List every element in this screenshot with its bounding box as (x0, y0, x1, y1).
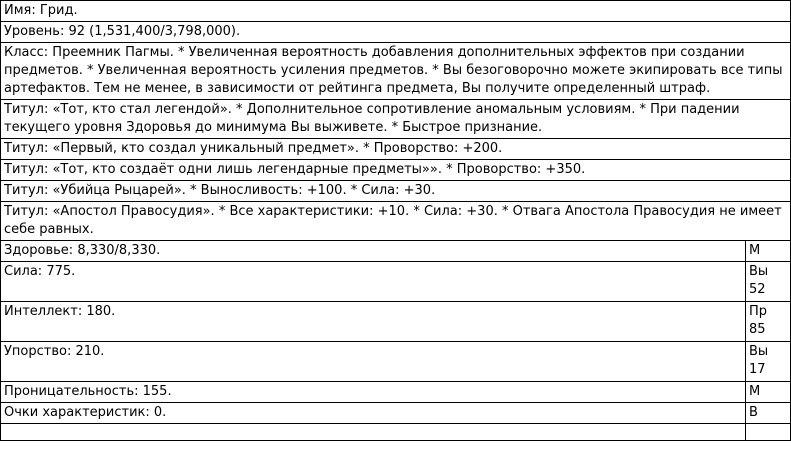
empty-left-cell (1, 424, 746, 441)
level-cell: Уровень: 92 (1,531,400/3,798,000). (1, 22, 791, 43)
level-row (1, 22, 791, 43)
tenacity-right-cell: Вы 17 (746, 342, 791, 382)
strength-right-cell: Вы 52 (746, 262, 791, 302)
title-unique-item-cell: Титул: «Первый, кто создал уникальный предмет». * Проворство: +200. (1, 139, 791, 160)
title-row-unique-item (1, 139, 791, 160)
strength-cell: Сила: 775. (1, 262, 746, 302)
health-right-cell: М (746, 241, 791, 262)
title-apostle-cell: Титул: «Апостол Правосудия». * Все характеристики: +10. * Сила: +30. * Отвага Апостола Правосудия не имеет себе равных. (1, 202, 791, 241)
title-knight-slayer-cell: Титул: «Убийца Рыцарей». * Выносливость: +100. * Сила: +30. (1, 181, 791, 202)
title-row-apostle (1, 202, 791, 241)
title-legendary-items-cell: Титул: «Тот, кто создаёт одни лишь легендарные предметы»». * Проворство: +350. (1, 160, 791, 181)
stat-row-strength (1, 262, 791, 302)
stat-row-intellect (1, 302, 791, 342)
health-cell: Здоровье: 8,330/8,330. (1, 241, 746, 262)
title-row-legendary-items (1, 160, 791, 181)
empty-right-cell (746, 424, 791, 441)
stat-points-cell: Очки характеристик: 0. (1, 403, 746, 424)
tenacity-cell: Упорство: 210. (1, 342, 746, 382)
title-row-knight-slayer (1, 181, 791, 202)
insight-right-cell: М (746, 382, 791, 403)
title-legend-cell: Титул: «Тот, кто стал легендой». * Дополнительное сопротивление аномальным условиям. * При падении текущего уровня Здоровья до минимума Вы выживете. * Быстрое признание. (1, 100, 791, 139)
intellect-cell: Интеллект: 180. (1, 302, 746, 342)
insight-cell: Проницательность: 155. (1, 382, 746, 403)
title-row-legend (1, 100, 791, 139)
stat-row-insight (1, 382, 791, 403)
name-row (1, 1, 791, 22)
stat-row-stat-points (1, 403, 791, 424)
stat-row-empty (1, 424, 791, 441)
class-row (1, 43, 791, 100)
stat-points-right-cell: В (746, 403, 791, 424)
class-cell: Класс: Преемник Пагмы. * Увеличенная вероятность добавления дополнительных эффектов при создании предметов. * Увеличенная вероятность усиления предметов. * Вы безоговорочно можете экипировать все типы артефактов. Тем не менее, в зависимости от рейтинга предмета, Вы получите определенный штраф. (1, 43, 791, 100)
intellect-right-cell: Пр 85 (746, 302, 791, 342)
stat-row-tenacity (1, 342, 791, 382)
name-cell: Имя: Грид. (1, 1, 791, 22)
stat-row-health (1, 241, 791, 262)
